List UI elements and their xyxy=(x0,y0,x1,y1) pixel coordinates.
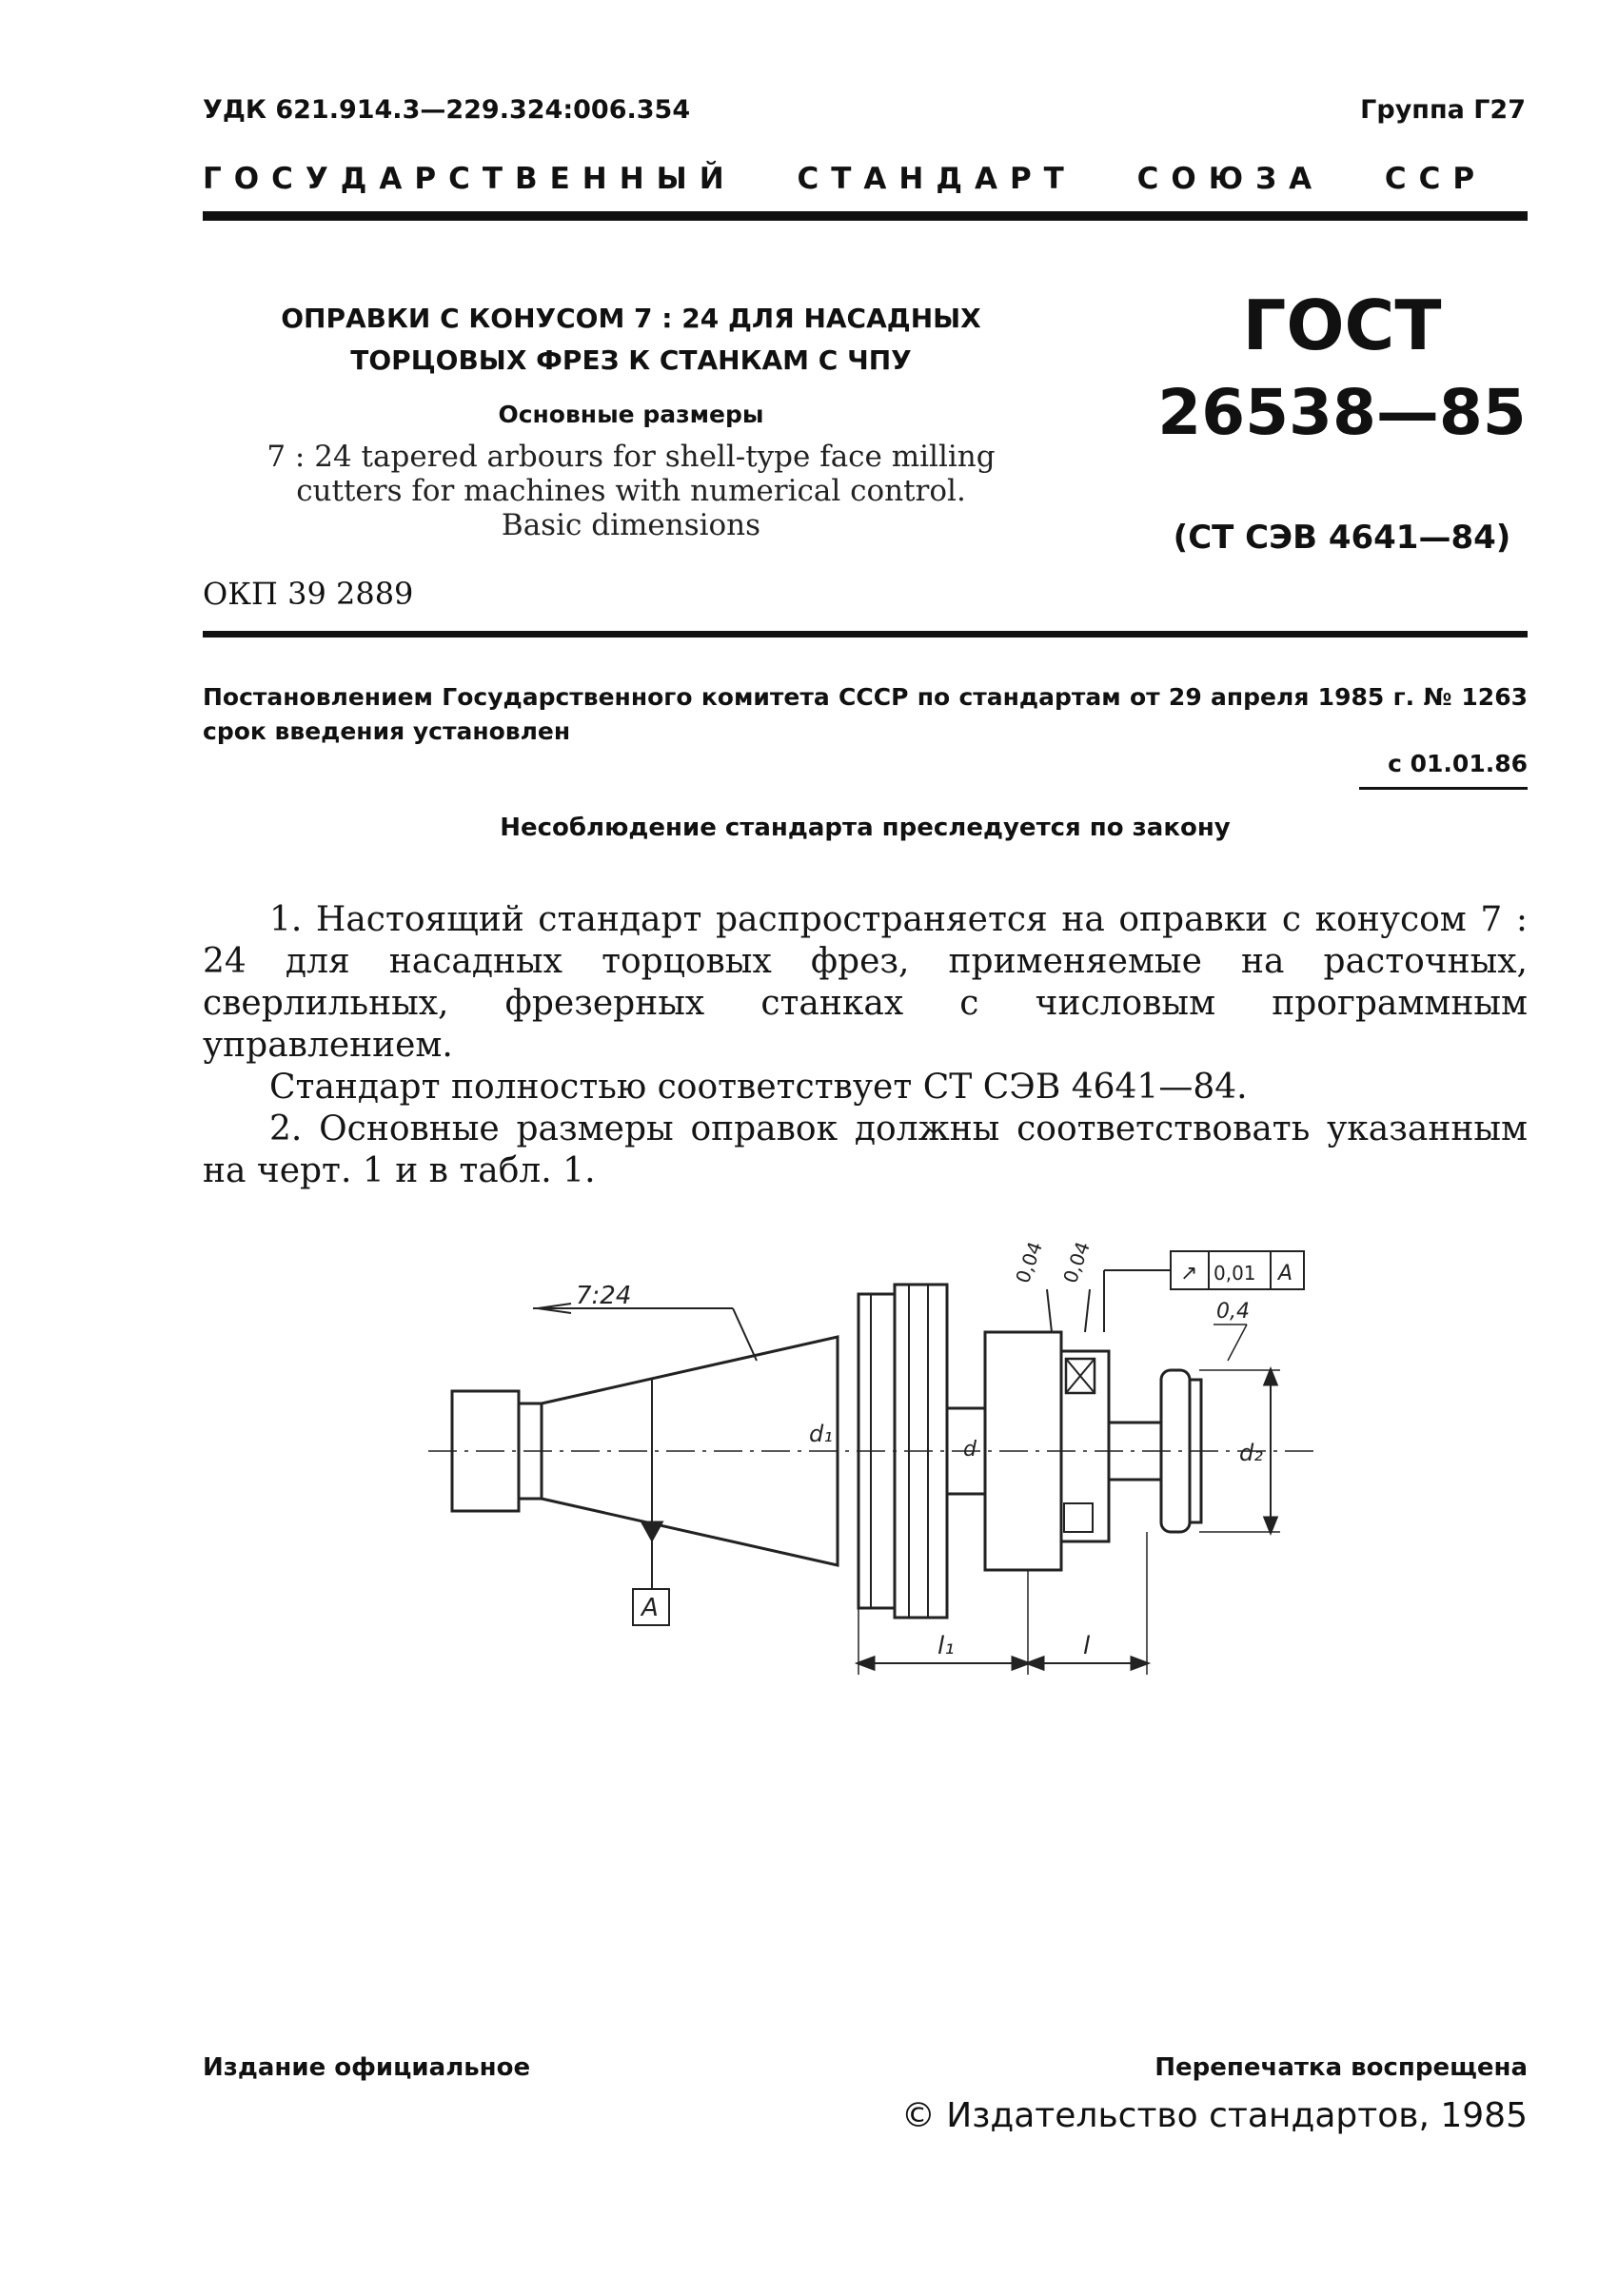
decree-text: Постановлением Государственного комитета СССР по стандартам от 29 апреля 1985 г. № 1263 срок введения установлен xyxy=(203,683,1528,745)
arrow-up-icon xyxy=(1265,1370,1276,1384)
dim-label-d: d xyxy=(963,1438,977,1462)
russian-title-line-2: ТОРЦОВЫХ ФРЕЗ К СТАНКАМ С ЧПУ xyxy=(350,344,912,376)
udk-code: УДК 621.914.3—229.324:006.354 xyxy=(203,95,691,125)
dim-label-l: l xyxy=(1083,1632,1091,1660)
dim-label-d2: d₂ xyxy=(1239,1440,1263,1466)
paragraph-1: 1. Настоящий стандарт распространяется на оправки с конусом 7 : 24 для насадных торцовых фрез, применяемые на расточных, сверлильных, фрезерных станках с числовым программным управлением. xyxy=(203,900,1528,1065)
english-title-line-2: cutters for machines with numerical control. xyxy=(296,474,966,508)
dim-label-l1: l₁ xyxy=(937,1632,955,1660)
tolerance-frame-value: 0,01 xyxy=(1214,1262,1256,1285)
gost-label: ГОСТ xyxy=(1242,285,1442,365)
group-code: Группа Г27 xyxy=(1360,95,1526,125)
key-slot-lower xyxy=(1064,1503,1093,1532)
dim-label-d1: d₁ xyxy=(809,1421,833,1447)
taper-leader-end xyxy=(733,1308,757,1361)
taper-label: 7:24 xyxy=(576,1282,632,1310)
russian-title xyxy=(203,298,1059,382)
header-rule xyxy=(203,211,1528,221)
legal-warning: Несоблюдение стандарта преследуется по закону xyxy=(500,814,1231,842)
tolerance-runout-1: 0,04 xyxy=(1011,1238,1047,1286)
tolerance-side: 0,4 xyxy=(1216,1300,1250,1324)
footer-edition: Издание официальное xyxy=(203,2053,531,2082)
pilot-body xyxy=(1061,1351,1109,1541)
tolerance-frame-datum: A xyxy=(1278,1262,1293,1285)
datum-label: A xyxy=(641,1594,659,1622)
body-text xyxy=(203,899,1528,1192)
paragraph-3: 2. Основные размеры оправок должны соответствовать указанным на черт. 1 и в табл. 1. xyxy=(203,1109,1528,1190)
paragraph-2: Стандарт полностью соответствует СТ СЭВ 4641—84. xyxy=(269,1068,1248,1107)
arrow-right-2-icon xyxy=(1132,1658,1147,1669)
title-rule xyxy=(203,631,1528,638)
tolerance-symbol-icon: ↗ xyxy=(1180,1262,1198,1285)
arrow-down-icon xyxy=(1265,1518,1276,1532)
arrow-left-2-icon xyxy=(1028,1658,1043,1669)
publisher-copyright: © Издательство стандартов, 1985 xyxy=(900,2096,1528,2135)
english-title-line-1: 7 : 24 tapered arbours for shell-type face milling xyxy=(266,440,996,474)
subtitle: Основные размеры xyxy=(498,401,764,428)
runout-leader-1 xyxy=(1047,1289,1052,1332)
tolerance-runout-2: 0,04 xyxy=(1058,1238,1095,1286)
side-note-leader xyxy=(1228,1325,1247,1361)
arbour-drawing xyxy=(419,1237,1332,1694)
russian-title-line-1: ОПРАВКИ С КОНУСОМ 7 : 24 ДЛЯ НАСАДНЫХ xyxy=(281,303,981,334)
effective-date: с 01.01.86 xyxy=(1359,750,1528,790)
arrow-left-icon xyxy=(858,1658,874,1669)
standard-banner: ГОСУДАРСТВЕННЫЙ СТАНДАРТ СОЮЗА ССР xyxy=(203,162,1488,196)
gost-number: 26538—85 xyxy=(1157,376,1527,449)
title-block xyxy=(203,298,1059,542)
okp-code: ОКП 39 2889 xyxy=(203,576,414,612)
sev-reference: (СТ СЭВ 4641—84) xyxy=(1173,519,1511,557)
footer-reprint: Перепечатка воспрещена xyxy=(1154,2053,1528,2082)
runout-leader-2 xyxy=(1085,1289,1090,1332)
datum-triangle-icon xyxy=(642,1522,661,1540)
english-title xyxy=(203,440,1059,542)
english-title-line-3: Basic dimensions xyxy=(501,508,761,542)
